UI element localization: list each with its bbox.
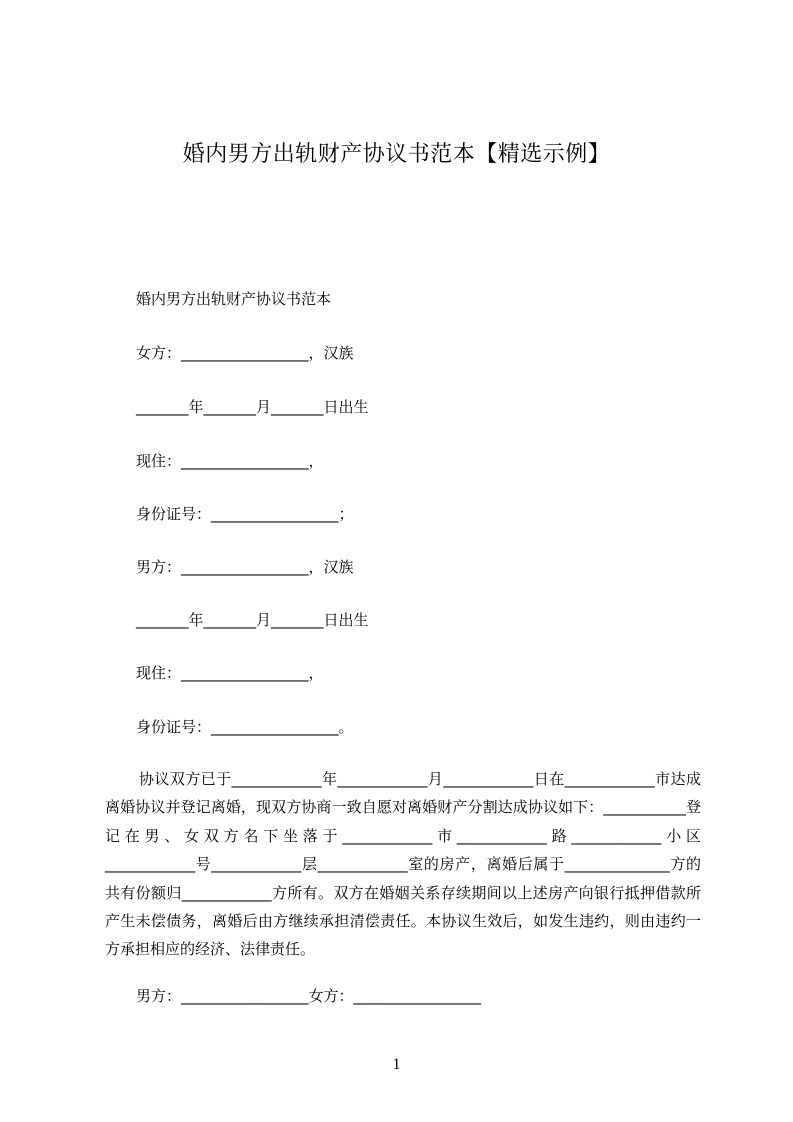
agreement-body: 协议双方已于____________年____________月____________日在____________市达成离婚协议并登记离婚，现双方协商一致自愿对离婚财产分割达成协议如下：___________登记在男、女双方名下坐落于____________市____________路____________小区____________号____________层____________室的房产，离婚后属于______________方的共有份额归____________方所有。双方在婚姻关系存续期间以上述房产向银行抵押借款所产生未偿债务，离婚后由方继续承担清偿责任。本协议生效后，如发生违约，则由违约一方承担相应的经济、法律责任。: [105, 770, 701, 959]
wife-address-line: 现住：_________________，: [136, 452, 324, 470]
document-subtitle: 婚内男方出轨财产协议书范本: [136, 290, 332, 308]
husband-address-line: 现住：_________________，: [136, 664, 324, 682]
husband-name-line: 男方：_________________，汉族: [136, 558, 354, 576]
signature-line: 男方：_________________女方：_________________: [136, 987, 482, 1005]
page-number: 1: [392, 1056, 401, 1073]
page-title: 婚内男方出轨财产协议书范本【精选示例】: [182, 142, 611, 167]
wife-name-line: 女方：_________________，汉族: [136, 344, 354, 362]
husband-id-line: 身份证号：_________________。: [136, 718, 354, 736]
husband-birth-line: _______年_______月_______日出生: [136, 611, 369, 629]
wife-birth-line: _______年_______月_______日出生: [136, 398, 369, 416]
wife-id-line: 身份证号：_________________；: [136, 505, 354, 523]
